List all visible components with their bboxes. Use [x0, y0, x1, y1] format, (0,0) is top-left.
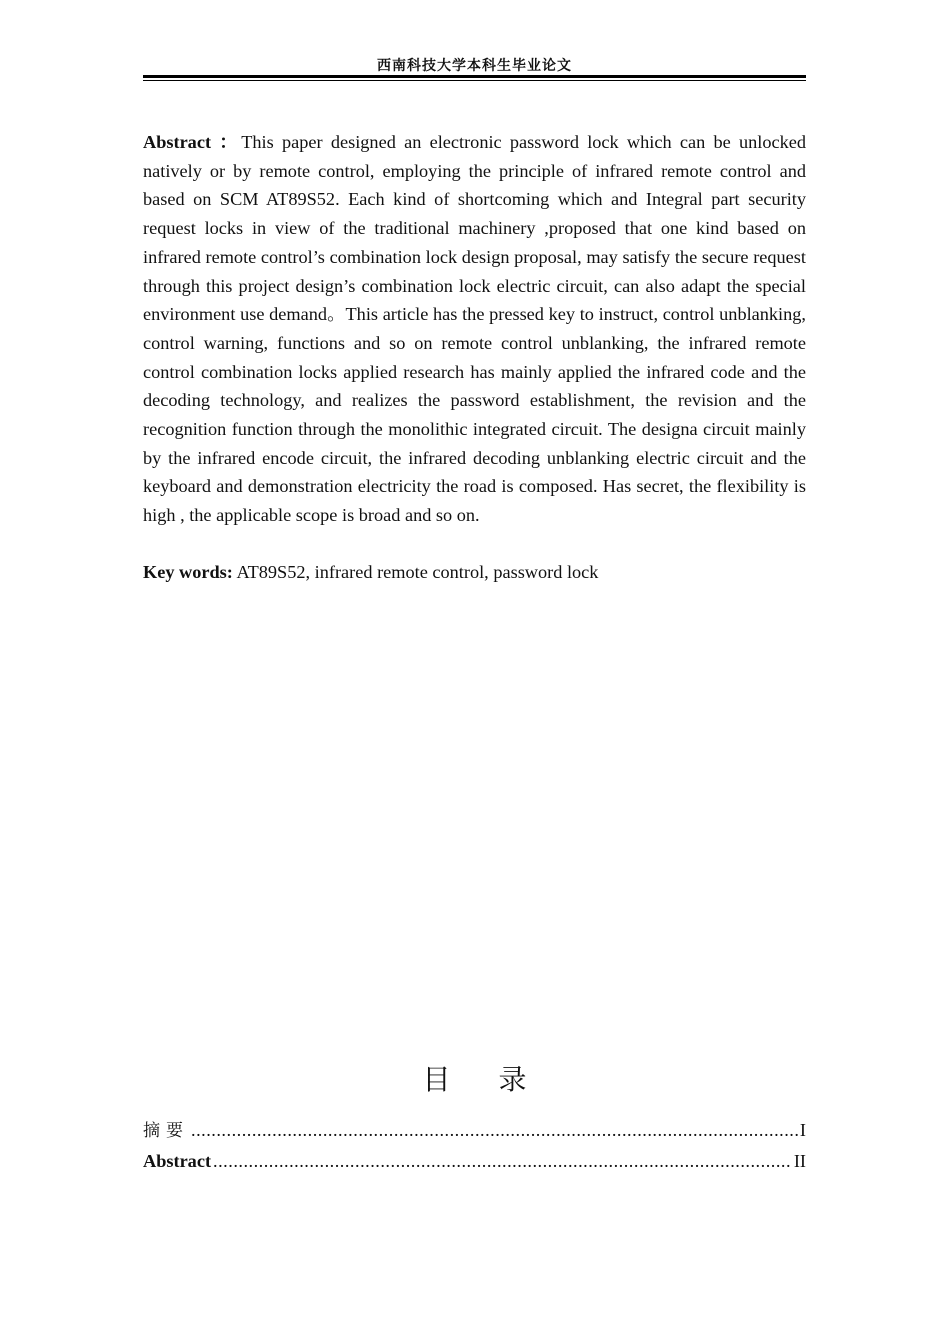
toc-title-part1: 目 — [422, 1063, 451, 1096]
toc-entry-page: I — [799, 1120, 806, 1140]
abstract-separator: ： — [219, 132, 242, 152]
abstract-paragraph — [143, 128, 806, 530]
toc-title — [143, 1058, 806, 1098]
abstract-text: This paper designed an electronic password lock which can be unlocked natively or by remote control, employing the principle of infrared remote control and based on SCM AT89S52. Each kind of shortcoming which and Integral part security request locks in view of the traditional machinery ,proposed that one kind based on infrared remote control’s combination lock design proposal, may satisfy the secure request through this project design’s combination lock electric circuit, can also adapt the special environment use demand。This article has the pressed key to instruct, control unblanking, control warning, functions and so on remote control unblanking, the infrared remote control combination locks applied research has mainly applied the infrared code and the decoding technology, and realizes the password establishment, the revision and the recognition function through the monolithic integrated circuit. The designa circuit mainly by the infrared encode circuit, the infrared decoding unblanking electric circuit and the keyboard and demonstration electricity the road is composed. Has secret, the flexibility is high , the applicable scope is broad and so on. — [143, 132, 806, 526]
toc-entry[interactable] — [143, 1151, 806, 1172]
toc-title-part2: 录 — [498, 1063, 527, 1096]
keywords-line — [143, 558, 806, 586]
keywords-text: AT89S52, infrared remote control, password lock — [236, 562, 599, 582]
running-header: 西南科技大学本科生毕业论文 — [377, 58, 572, 74]
toc-entry-label: 摘要 — [143, 1121, 189, 1141]
header-rule-thick — [143, 75, 806, 78]
keywords-label: Key words: — [143, 562, 233, 582]
abstract-label: Abstract — [143, 132, 212, 152]
toc-entry-label: Abstract — [143, 1151, 212, 1171]
header-rule-thin — [143, 80, 806, 81]
toc-leader-dots — [191, 1120, 798, 1141]
toc-leader-dots — [213, 1151, 792, 1172]
toc-entry-page: II — [793, 1151, 806, 1171]
toc-entry[interactable] — [143, 1116, 806, 1141]
